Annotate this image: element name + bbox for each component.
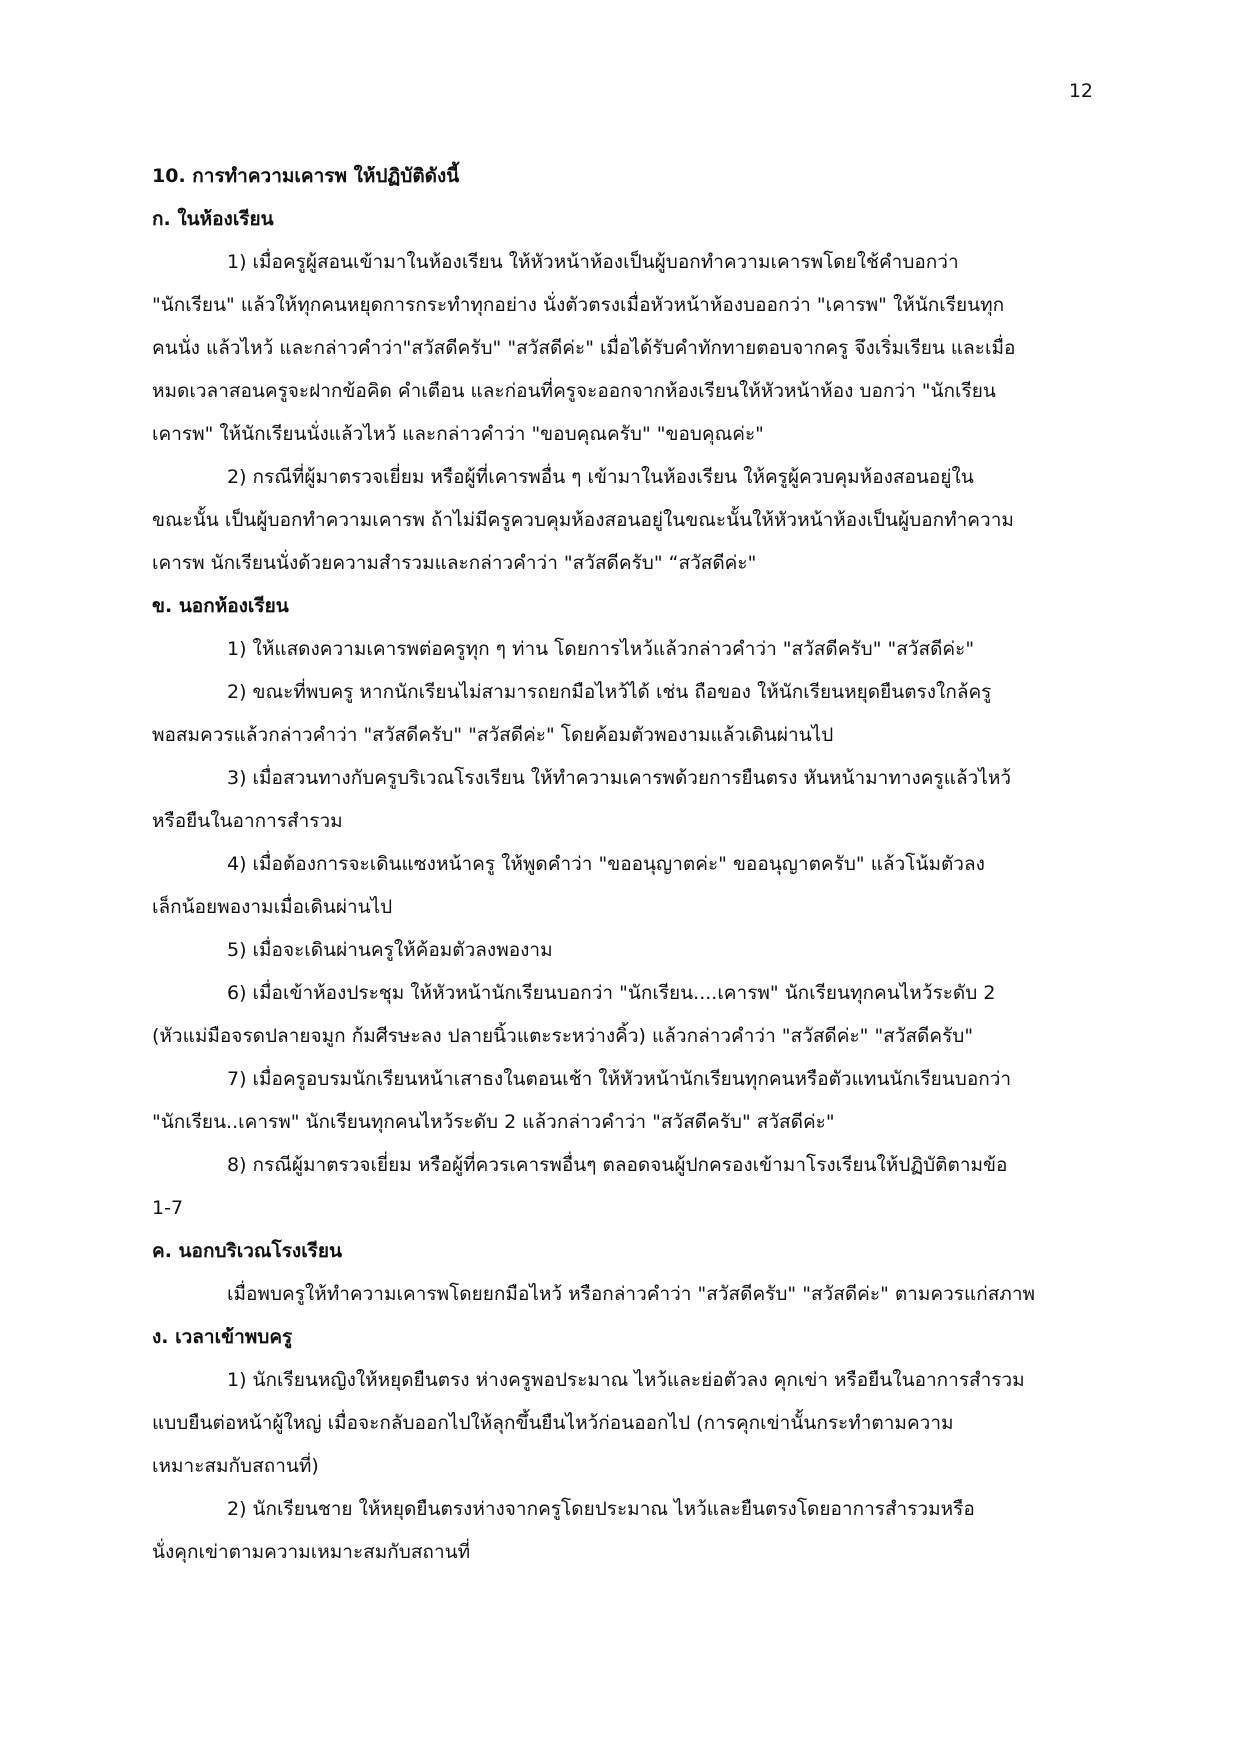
text-line: ขณะนั้น เป็นผู้บอกทำความเคารพ ถ้าไม่มีครูควบคุมห้องสอนอยู่ในขณะนั้นให้หัวหน้าห้องเป็นผู้บอกทำความ bbox=[152, 509, 1014, 531]
text-line: 6) เมื่อเข้าห้องประชุม ให้หัวหน้านักเรียนบอกว่า "นักเรียน....เคารพ" นักเรียนทุกคนไหว้ระดับ 2 bbox=[227, 982, 996, 1004]
text-line: "นักเรียน..เคารพ" นักเรียนทุกคนไหว้ระดับ 2 แล้วกล่าวคำว่า "สวัสดีครับ" สวัสดีค่ะ" bbox=[152, 1111, 835, 1133]
section-heading: ข. นอกห้องเรียน bbox=[152, 595, 289, 617]
text-line: 2) นักเรียนชาย ให้หยุดยืนตรงห่างจากครูโดยประมาณ ไหว้และยืนตรงโดยอาการสำรวมหรือ bbox=[227, 1498, 975, 1520]
text-line: คนนั่ง แล้วไหว้ และกล่าวคำว่า"สวัสดีครับ" "สวัสดีค่ะ" เมื่อได้รับคำทักทายตอบจากครู จึงเริ่มเรียน และเมื่อ bbox=[152, 337, 1016, 359]
text-line: 1) ให้แสดงความเคารพต่อครูทุก ๆ ท่าน โดยการไหว้แล้วกล่าวคำว่า "สวัสดีครับ" "สวัสดีค่ะ" bbox=[227, 638, 975, 660]
text-line: แบบยืนต่อหน้าผู้ใหญ่ เมื่อจะกลับออกไปให้ลุกขึ้นยืนไหว้ก่อนออกไป (การคุกเข่านั้นกระทำตามความ bbox=[152, 1412, 954, 1434]
text-line: หมดเวลาสอนครูจะฝากข้อคิด คำเตือน และก่อนที่ครูจะออกจากห้องเรียนให้หัวหน้าห้อง บอกว่า "นักเรียน bbox=[152, 380, 996, 402]
text-line: 1) นักเรียนหญิงให้หยุดยืนตรง ห่างครูพอประมาณ ไหว้และย่อตัวลง คุกเข่า หรือยืนในอาการสำรวม bbox=[227, 1369, 1025, 1391]
text-line: นั่งคุกเข่าตามความเหมาะสมกับสถานที่ bbox=[152, 1541, 471, 1563]
text-line: เคารพ นักเรียนนั่งด้วยความสำรวมและกล่าวคำว่า "สวัสดีครับ" “สวัสดีค่ะ" bbox=[152, 552, 757, 574]
text-line: 1) เมื่อครูผู้สอนเข้ามาในห้องเรียน ให้หัวหน้าห้องเป็นผู้บอกทำความเคารพโดยใช้คำบอกว่า bbox=[227, 251, 959, 273]
text-line: (หัวแม่มือจรดปลายจมูก ก้มศีรษะลง ปลายนิ้วแตะระหว่างคิ้ว) แล้วกล่าวคำว่า "สวัสดีค่ะ" "สวัสดีครับ" bbox=[152, 1025, 974, 1047]
text-line: 4) เมื่อต้องการจะเดินแซงหน้าครู ให้พูดคำว่า "ขออนุญาตค่ะ" ขออนุญาตครับ" แล้วโน้มตัวลง bbox=[227, 853, 985, 875]
text-line: 5) เมื่อจะเดินผ่านครูให้ค้อมตัวลงพองาม bbox=[227, 939, 553, 961]
text-line: 7) เมื่อครูอบรมนักเรียนหน้าเสาธงในตอนเช้า ให้หัวหน้านักเรียนทุกคนหรือตัวแทนนักเรียนบอกว่า bbox=[227, 1068, 1012, 1090]
text-line: เล็กน้อยพองามเมื่อเดินผ่านไป bbox=[152, 896, 393, 918]
text-line: 8) กรณีผู้มาตรวจเยี่ยม หรือผู้ที่ควรเคารพอื่นๆ ตลอดจนผู้ปกครองเข้ามาโรงเรียนให้ปฏิบัติตามข้อ bbox=[227, 1154, 1008, 1176]
document-body bbox=[152, 155, 1092, 1574]
text-line: 1-7 bbox=[152, 1197, 184, 1219]
section-heading: ค. นอกบริเวณโรงเรียน bbox=[152, 1240, 343, 1262]
text-line: 2) ขณะที่พบครู หากนักเรียนไม่สามารถยกมือไหว้ได้ เช่น ถือของ ให้นักเรียนหยุดยืนตรงใกล้ครู bbox=[227, 681, 992, 703]
text-line: "นักเรียน" แล้วให้ทุกคนหยุดการกระทำทุกอย่าง นั่งตัวตรงเมื่อหัวหน้าห้องบออกว่า "เคารพ" ให้นักเรียนทุก bbox=[152, 294, 1005, 316]
section-heading: ง. เวลาเข้าพบครู bbox=[152, 1326, 293, 1348]
page-number: 12 bbox=[1068, 80, 1093, 102]
text-line: เมื่อพบครูให้ทำความเคารพโดยยกมือไหว้ หรือกล่าวคำว่า "สวัสดีครับ" "สวัสดีค่ะ" ตามควรแก่สภาพ bbox=[227, 1283, 1036, 1305]
section-heading: ก. ในห้องเรียน bbox=[152, 208, 274, 230]
text-line: 2) กรณีที่ผู้มาตรวจเยี่ยม หรือผู้ที่เคารพอื่น ๆ เข้ามาในห้องเรียน ให้ครูผู้ควบคุมห้องสอนอยู่ใน bbox=[227, 466, 974, 488]
text-line: พอสมควรแล้วกล่าวคำว่า "สวัสดีครับ" "สวัสดีค่ะ" โดยค้อมตัวพองามแล้วเดินผ่านไป bbox=[152, 724, 834, 746]
text-line: เหมาะสมกับสถานที่) bbox=[152, 1455, 319, 1477]
text-line: หรือยืนในอาการสำรวม bbox=[152, 810, 343, 832]
text-line: 3) เมื่อสวนทางกับครูบริเวณโรงเรียน ให้ทำความเคารพด้วยการยืนตรง หันหน้ามาทางครูแล้วไหว้ bbox=[227, 767, 1012, 789]
text-line: เคารพ" ให้นักเรียนนั่งแล้วไหว้ และกล่าวคำว่า "ขอบคุณครับ" "ขอบคุณค่ะ" bbox=[152, 423, 764, 445]
section-heading: 10. การทำความเคารพ ให้ปฏิบัติดังนี้ bbox=[152, 165, 460, 187]
